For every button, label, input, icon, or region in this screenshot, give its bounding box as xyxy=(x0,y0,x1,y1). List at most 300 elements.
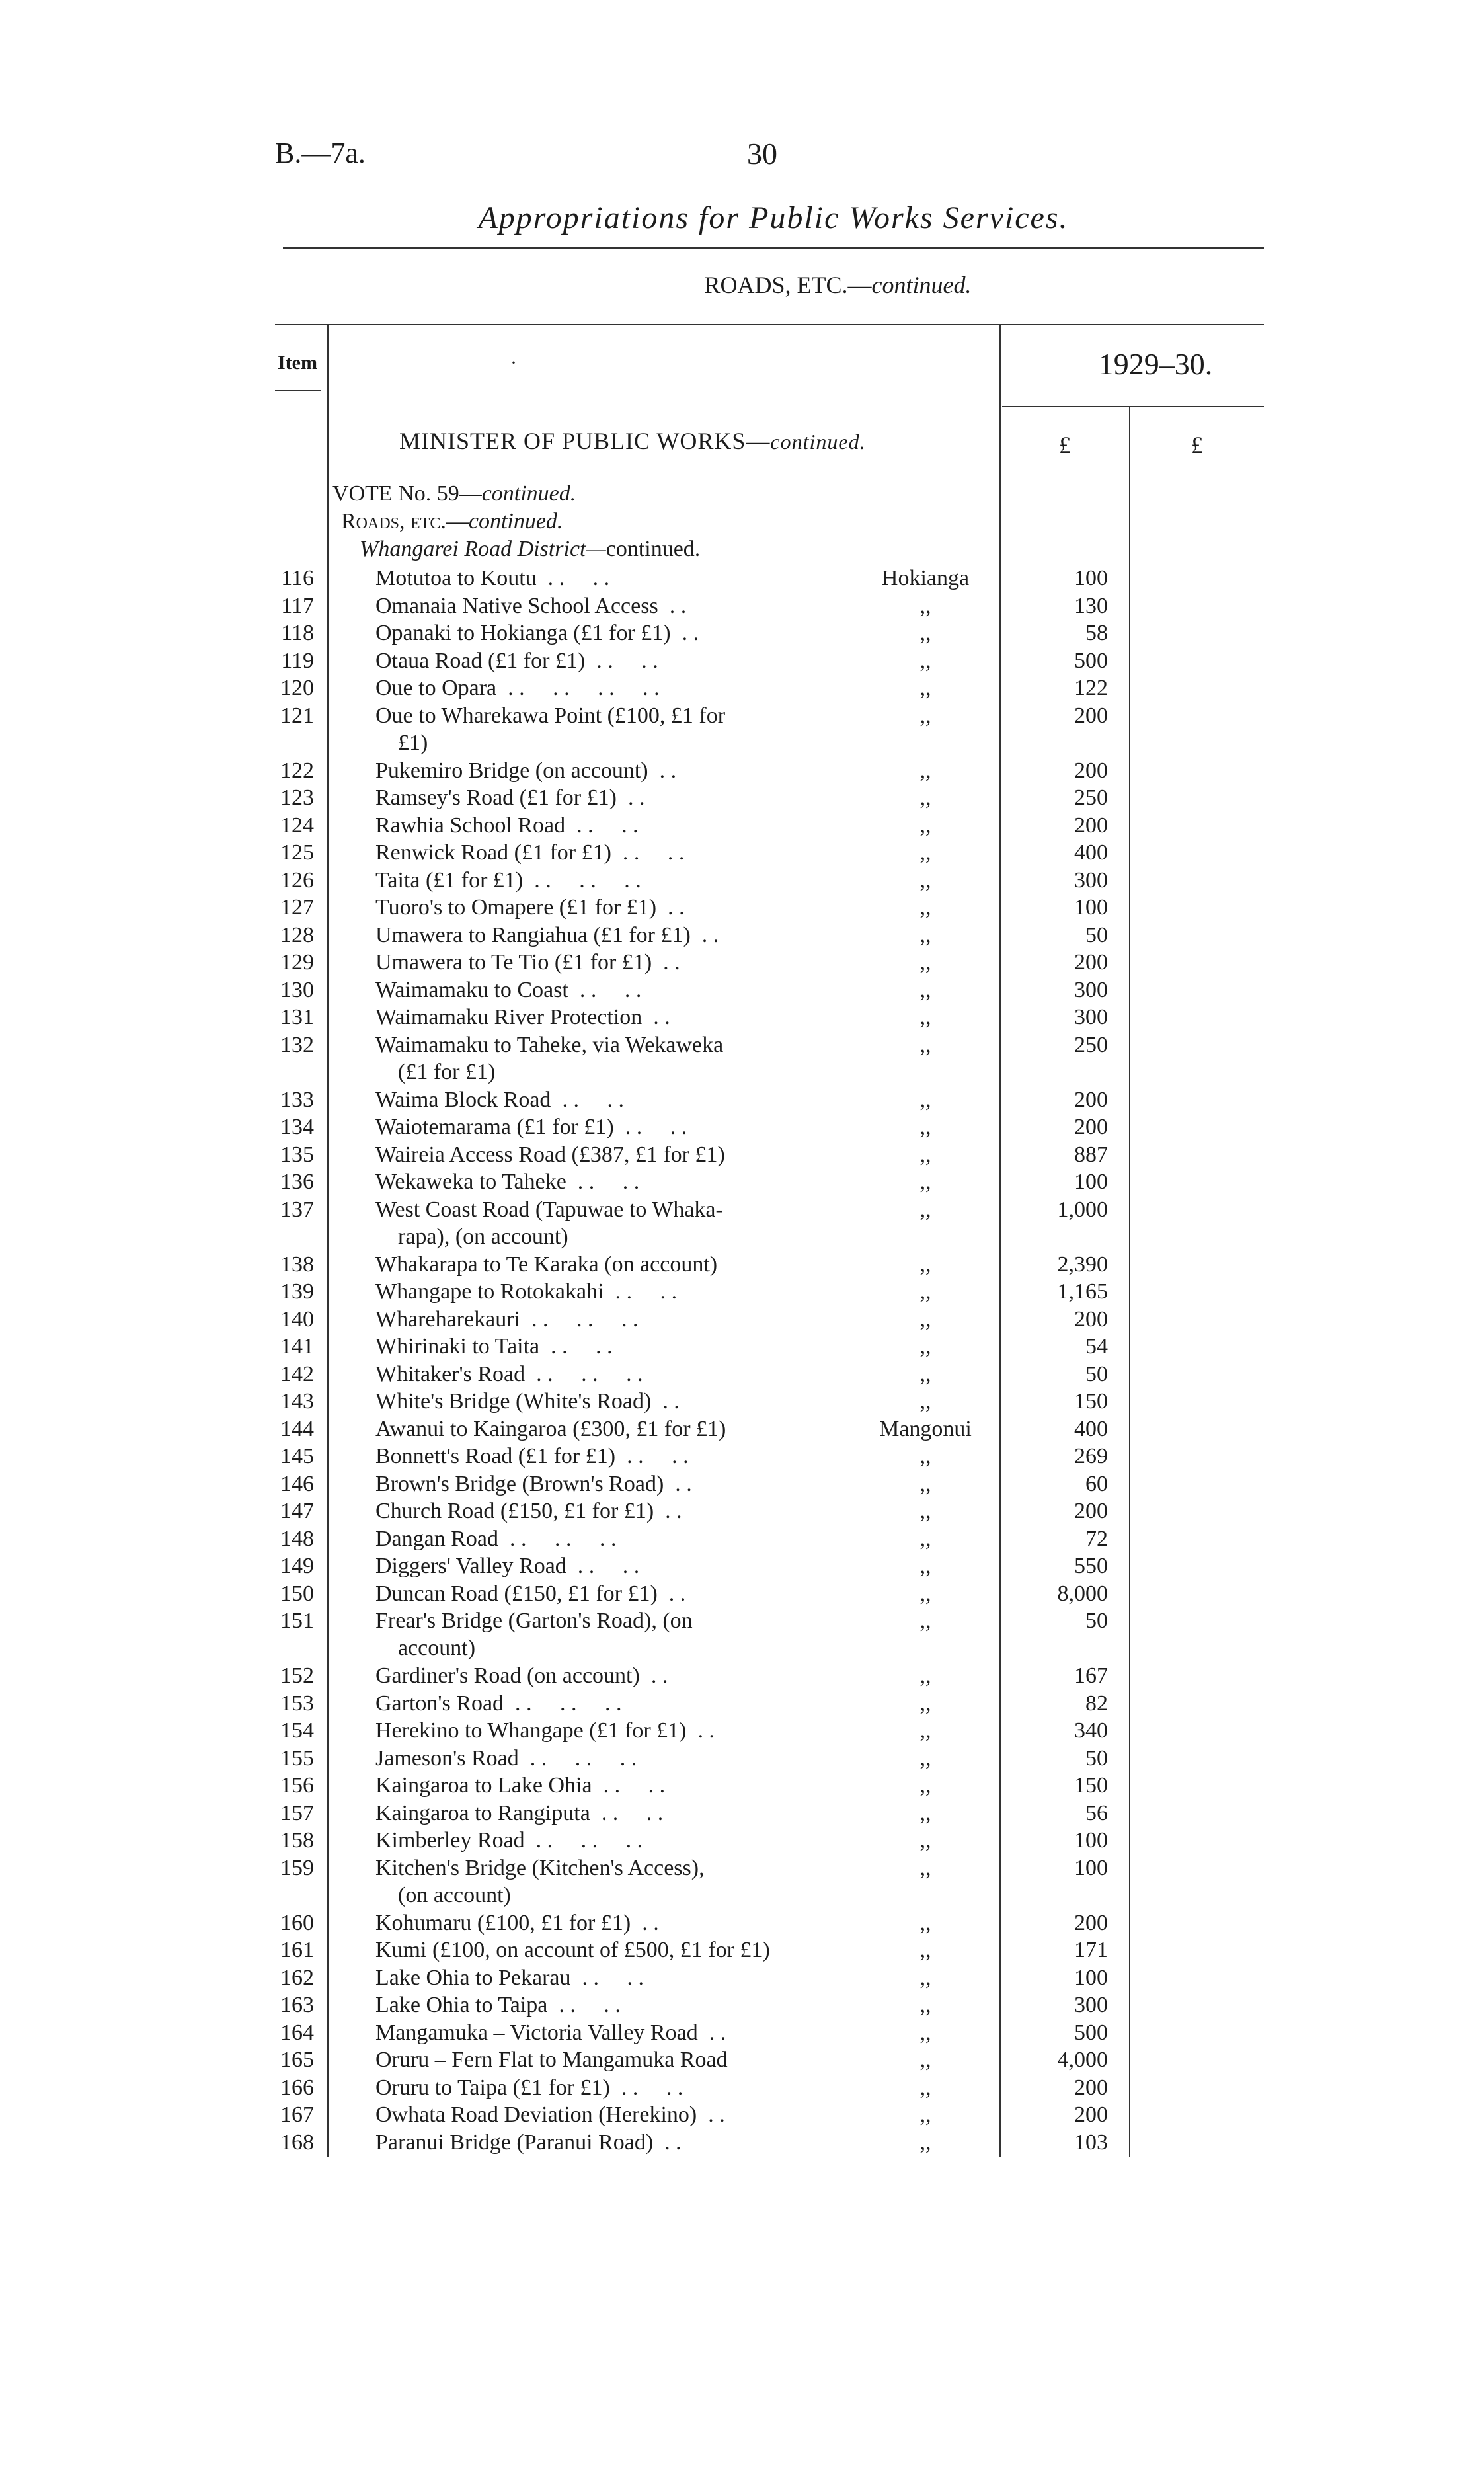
section-heading-text: ROADS, ETC.— xyxy=(704,272,872,298)
road-district: ,, xyxy=(919,1115,931,1139)
item-description xyxy=(375,1278,838,1305)
item-number: 126 xyxy=(280,867,314,893)
dot-leader: . . xyxy=(697,2102,725,2127)
table-row xyxy=(0,1717,1484,1745)
item-description xyxy=(375,1498,838,1525)
road-district: ,, xyxy=(919,1444,931,1468)
item-number: 138 xyxy=(280,1252,314,1277)
table-row xyxy=(0,1937,1484,1964)
road-district: ,, xyxy=(919,895,931,920)
item-description-text: Oue to Wharekawa Point (£100, £1 for xyxy=(375,703,726,728)
item-description-text: Whangape to Rotokakahi xyxy=(375,1279,604,1304)
amount: 82 xyxy=(1085,1691,1108,1716)
item-description-text: Frear's Bridge (Garton's Road), (on xyxy=(375,1609,693,1633)
road-district: ,, xyxy=(919,1800,931,1825)
dot-leader: . . . . xyxy=(570,1965,644,1990)
amount: 8,000 xyxy=(1057,1581,1108,1606)
item-description-text: Bonnett's Road (£1 for £1) xyxy=(375,1444,616,1468)
item-description-text: Kaingaroa to Lake Ohia xyxy=(375,1773,592,1798)
amount: 887 xyxy=(1074,1142,1108,1167)
item-number: 168 xyxy=(280,2130,314,2155)
item-description xyxy=(375,1251,838,1278)
item-description-continued: (£1 for £1) xyxy=(398,1059,496,1084)
amount: 550 xyxy=(1074,1554,1108,1578)
district-label-cont: continued. xyxy=(605,537,701,561)
road-district: ,, xyxy=(919,621,931,645)
roads-label xyxy=(341,509,563,534)
road-district: ,, xyxy=(919,1170,931,1194)
amount: 100 xyxy=(1074,895,1108,920)
item-number: 131 xyxy=(280,1005,314,1029)
item-description-text: Paranui Bridge (Paranui Road) xyxy=(375,2130,654,2155)
amount: 500 xyxy=(1074,2020,1108,2045)
dot-leader: . . . . xyxy=(590,1800,664,1825)
item-number: 136 xyxy=(280,1170,314,1194)
road-district: ,, xyxy=(919,1471,931,1496)
item-number: 142 xyxy=(280,1361,314,1386)
item-description-text: Lake Ohia to Pekarau xyxy=(375,1965,571,1990)
item-description xyxy=(375,1991,838,2018)
item-description-text: Kohumaru (£100, £1 for £1) xyxy=(375,1910,631,1935)
item-description xyxy=(375,1772,838,1799)
item-description-text: Waireia Access Road (£387, £1 for £1) xyxy=(375,1142,725,1167)
section-heading xyxy=(0,271,1484,299)
table-row xyxy=(0,1361,1484,1388)
road-district: ,, xyxy=(919,950,931,975)
item-number: 137 xyxy=(280,1197,314,1222)
item-description-text: Owhata Road Deviation (Herekino) xyxy=(375,2102,697,2127)
item-description-text: Pukemiro Bridge (on account) xyxy=(375,758,648,783)
page-number: 30 xyxy=(747,137,777,171)
road-district: ,, xyxy=(919,1197,931,1222)
road-district: ,, xyxy=(919,813,931,838)
amount: 50 xyxy=(1085,1745,1108,1771)
item-description-text: Tuoro's to Omapere (£1 for £1) xyxy=(375,895,657,920)
item-description-continued: (on account) xyxy=(398,1882,511,1907)
minister-heading-text: MINISTER OF PUBLIC WORKS— xyxy=(399,428,771,454)
item-description-continued: £1) xyxy=(398,730,428,755)
dot-leader: . . . . xyxy=(565,813,639,838)
amount: 130 xyxy=(1074,593,1108,618)
table-row xyxy=(0,565,1484,592)
item-description-text: Ramsey's Road (£1 for £1) xyxy=(375,785,617,810)
amount: 200 xyxy=(1074,1499,1108,1523)
amount: 2,390 xyxy=(1057,1252,1108,1277)
table-row xyxy=(0,1086,1484,1114)
amount: 56 xyxy=(1085,1800,1108,1825)
table-row xyxy=(0,1772,1484,1800)
road-district: ,, xyxy=(919,1306,931,1332)
item-description xyxy=(375,1306,838,1333)
road-district: ,, xyxy=(919,1361,931,1386)
amount: 200 xyxy=(1074,813,1108,838)
amount: 200 xyxy=(1074,1115,1108,1139)
dot-leader: . . . . . . xyxy=(520,1306,639,1332)
table-row xyxy=(0,1498,1484,1525)
dot-leader: . . . . xyxy=(566,1170,640,1194)
item-description xyxy=(375,1552,838,1579)
item-description xyxy=(375,1662,838,1689)
item-description-text: Kaingaroa to Rangiputa xyxy=(375,1800,590,1825)
dot-leader: . . xyxy=(616,785,645,810)
amount: 171 xyxy=(1074,1938,1108,1962)
table-row xyxy=(0,757,1484,785)
road-district: ,, xyxy=(919,1938,931,1962)
item-description xyxy=(375,839,838,866)
amount: 300 xyxy=(1074,1005,1108,1029)
table-row xyxy=(0,1196,1484,1251)
item-description xyxy=(375,702,838,756)
road-district: ,, xyxy=(919,1087,931,1112)
item-number: 141 xyxy=(280,1334,314,1359)
item-description xyxy=(375,1855,838,1909)
amount: 200 xyxy=(1074,758,1108,783)
item-description-text: Diggers' Valley Road xyxy=(375,1554,566,1578)
column-header-item: Item xyxy=(278,352,317,374)
item-description xyxy=(375,565,838,592)
dot-leader: . . . . xyxy=(611,840,685,865)
road-district: ,, xyxy=(919,1609,931,1633)
road-district: ,, xyxy=(919,593,931,618)
road-district: ,, xyxy=(919,840,931,865)
page-header-code: B.—7a. xyxy=(275,137,366,169)
title-rule xyxy=(283,247,1264,249)
dot-leader: . . . . xyxy=(604,1279,678,1304)
road-district: ,, xyxy=(919,1252,931,1277)
item-description-text: Whirinaki to Taita xyxy=(375,1334,540,1359)
road-district: Mangonui xyxy=(879,1416,972,1441)
item-description xyxy=(375,922,838,949)
dot-leader: . . . . xyxy=(566,1554,640,1578)
item-description xyxy=(375,2046,838,2073)
road-district: ,, xyxy=(919,2130,931,2155)
table-row xyxy=(0,894,1484,922)
amount: 200 xyxy=(1074,1306,1108,1332)
item-description-text: Brown's Bridge (Brown's Road) xyxy=(375,1471,664,1496)
dot-leader: . . xyxy=(664,1471,692,1496)
table-row xyxy=(0,1525,1484,1553)
item-number: 127 xyxy=(280,895,314,920)
road-district: ,, xyxy=(919,1965,931,1990)
item-description xyxy=(375,977,838,1004)
amount: 4,000 xyxy=(1057,2048,1108,2072)
item-description-text: Whitaker's Road xyxy=(375,1361,526,1386)
item-description-text: White's Bridge (White's Road) xyxy=(375,1389,652,1414)
road-district: ,, xyxy=(919,867,931,893)
item-description-text: West Coast Road (Tapuwae to Whaka- xyxy=(375,1197,723,1222)
item-number: 150 xyxy=(280,1581,314,1606)
item-description xyxy=(375,1333,838,1360)
table-row xyxy=(0,1745,1484,1773)
amount: 200 xyxy=(1074,2075,1108,2100)
item-description xyxy=(375,2019,838,2046)
item-number: 128 xyxy=(280,922,314,947)
table-row xyxy=(0,1662,1484,1690)
item-description-text: Garton's Road xyxy=(375,1691,504,1716)
item-description xyxy=(375,812,838,839)
item-description-text: Jameson's Road xyxy=(375,1745,519,1771)
amount: 103 xyxy=(1074,2130,1108,2155)
item-description xyxy=(375,1086,838,1113)
table-row xyxy=(0,1607,1484,1662)
road-district: ,, xyxy=(919,1828,931,1853)
item-description-text: Waimamaku to Coast xyxy=(375,977,568,1002)
dot-leader: . . xyxy=(653,2130,682,2155)
road-district: ,, xyxy=(919,648,931,673)
item-number: 121 xyxy=(280,703,314,728)
table-row xyxy=(0,949,1484,977)
amount: 300 xyxy=(1074,867,1108,893)
amount: 100 xyxy=(1074,566,1108,590)
road-district: ,, xyxy=(919,1773,931,1798)
item-number: 163 xyxy=(280,1993,314,2017)
item-number: 132 xyxy=(280,1032,314,1057)
item-description-text: Dangan Road xyxy=(375,1526,499,1551)
item-description-text: Motutoa to Koutu xyxy=(375,566,537,590)
item-description-text: Waiotemarama (£1 for £1) xyxy=(375,1115,614,1139)
table-row xyxy=(0,1855,1484,1909)
item-number: 122 xyxy=(280,758,314,783)
dot-leader: . . . . . . . . xyxy=(496,676,660,700)
item-description-text: Whareharekauri xyxy=(375,1306,520,1332)
item-description xyxy=(375,1827,838,1854)
item-description-text: Waimamaku to Taheke, via Wekaweka xyxy=(375,1032,724,1057)
amount: 1,000 xyxy=(1057,1197,1108,1222)
item-description xyxy=(375,784,838,811)
amount: 100 xyxy=(1074,1965,1108,1990)
item-number: 117 xyxy=(281,593,314,618)
table-row xyxy=(0,1443,1484,1470)
section-heading-cont: continued. xyxy=(871,272,972,298)
item-description-text: Taita (£1 for £1) xyxy=(375,867,524,893)
amount: 1,165 xyxy=(1057,1279,1108,1304)
road-district: ,, xyxy=(919,2102,931,2127)
item-number: 148 xyxy=(280,1526,314,1551)
road-district: ,, xyxy=(919,922,931,947)
road-district: ,, xyxy=(919,2048,931,2072)
item-number: 146 xyxy=(280,1471,314,1496)
table-row xyxy=(0,977,1484,1004)
amount: 100 xyxy=(1074,1170,1108,1194)
table-row xyxy=(0,1306,1484,1334)
item-description-text: Lake Ohia to Taipa xyxy=(375,1993,548,2017)
amount: 200 xyxy=(1074,950,1108,975)
item-description xyxy=(375,1580,838,1607)
item-description xyxy=(375,647,838,674)
road-district: ,, xyxy=(919,1032,931,1057)
table-row xyxy=(0,812,1484,840)
dot-leader: . . . . xyxy=(536,566,610,590)
amount: 500 xyxy=(1074,648,1108,673)
road-district: ,, xyxy=(919,2020,931,2045)
item-number: 123 xyxy=(280,785,314,810)
item-description xyxy=(375,1964,838,1991)
dot-leader: . . . . xyxy=(547,1993,621,2017)
dot-leader: . . xyxy=(639,1663,668,1688)
dot-leader: . . . . . . xyxy=(504,1691,622,1716)
item-number: 118 xyxy=(281,621,314,645)
dot-leader: . . xyxy=(656,895,685,920)
table-row xyxy=(0,922,1484,949)
item-description-text: Wekaweka to Taheke xyxy=(375,1170,566,1194)
table-row xyxy=(0,1909,1484,1937)
item-description xyxy=(375,867,838,894)
road-district: ,, xyxy=(919,1910,931,1935)
item-number: 151 xyxy=(280,1609,314,1633)
table-row xyxy=(0,674,1484,702)
column-header-year: 1929–30. xyxy=(1098,347,1213,381)
item-description-text: Waimamaku River Protection xyxy=(375,1005,643,1029)
item-description xyxy=(375,2129,838,2156)
item-description-text: Mangamuka – Victoria Valley Road xyxy=(375,2020,698,2045)
item-number: 147 xyxy=(280,1499,314,1523)
amount: 50 xyxy=(1085,1609,1108,1633)
district-label xyxy=(360,537,700,562)
table-row xyxy=(0,1031,1484,1086)
amount: 200 xyxy=(1074,1087,1108,1112)
item-description xyxy=(375,757,838,784)
vote-label-text: VOTE No. 59— xyxy=(332,481,482,506)
amount: 60 xyxy=(1085,1471,1108,1496)
item-description xyxy=(375,1113,838,1140)
road-district: ,, xyxy=(919,1993,931,2017)
item-number: 162 xyxy=(280,1965,314,1990)
amount: 200 xyxy=(1074,703,1108,728)
dot-leader: . . . . xyxy=(613,1115,687,1139)
item-number: 155 xyxy=(280,1745,314,1771)
amount: 150 xyxy=(1074,1389,1108,1414)
item-description xyxy=(375,2074,838,2101)
minister-heading xyxy=(399,427,866,455)
item-description xyxy=(375,592,838,619)
amount: 54 xyxy=(1085,1334,1108,1359)
item-number: 153 xyxy=(280,1691,314,1716)
item-number: 143 xyxy=(280,1389,314,1414)
table-row xyxy=(0,1388,1484,1416)
item-number: 130 xyxy=(280,977,314,1002)
road-district: ,, xyxy=(919,785,931,810)
amount: 250 xyxy=(1074,785,1108,810)
item-description-text: Oruru – Fern Flat to Mangamuka Road xyxy=(375,2048,728,2072)
year-header-rule xyxy=(1002,406,1264,407)
dot-leader: . . xyxy=(686,1718,715,1743)
table-row xyxy=(0,1800,1484,1827)
amount: 167 xyxy=(1074,1663,1108,1688)
dot-leader: . . xyxy=(690,922,719,947)
dot-leader: . . xyxy=(642,1005,670,1029)
item-description-text: Duncan Road (£150, £1 for £1) xyxy=(375,1581,658,1606)
item-number: 145 xyxy=(280,1444,314,1468)
item-number: 133 xyxy=(280,1087,314,1112)
item-description-text: Waima Block Road xyxy=(375,1087,551,1112)
item-number: 167 xyxy=(280,2102,314,2127)
amount: 50 xyxy=(1085,922,1108,947)
page-title: Appropriations for Public Works Services. xyxy=(478,200,1069,235)
item-description xyxy=(375,1031,838,1086)
item-description xyxy=(375,1443,838,1470)
amount: 400 xyxy=(1074,840,1108,865)
dot-leader: . . . . . . xyxy=(524,1828,643,1853)
item-description-text: Awanui to Kaingaroa (£300, £1 for £1) xyxy=(375,1416,726,1441)
dot-leader: . . . . xyxy=(615,1444,689,1468)
item-description xyxy=(375,949,838,976)
pound-sign-1: £ xyxy=(1059,432,1071,458)
table-row xyxy=(0,1278,1484,1306)
item-description-text: Kimberley Road xyxy=(375,1828,525,1853)
amount: 269 xyxy=(1074,1444,1108,1468)
item-description xyxy=(375,1745,838,1772)
item-number: 120 xyxy=(280,676,314,700)
item-description-text: Herekino to Whangape (£1 for £1) xyxy=(375,1718,687,1743)
item-description xyxy=(375,1470,838,1498)
item-description xyxy=(375,674,838,701)
dot-leader: . . xyxy=(670,621,699,645)
dot-leader: . . . . xyxy=(585,648,658,673)
item-number: 152 xyxy=(280,1663,314,1688)
amount: 150 xyxy=(1074,1773,1108,1798)
road-district: ,, xyxy=(919,1554,931,1578)
item-description-continued: account) xyxy=(398,1636,476,1660)
road-district: ,, xyxy=(919,1389,931,1414)
table-row xyxy=(0,702,1484,757)
item-description xyxy=(375,1388,838,1415)
dot-leader: . . . . xyxy=(539,1334,613,1359)
dot-leader: . . . . xyxy=(592,1773,666,1798)
item-number: 119 xyxy=(281,648,314,673)
item-description-text: Omanaia Native School Access xyxy=(375,593,658,618)
item-description xyxy=(375,1004,838,1031)
item-description-text: Kitchen's Bridge (Kitchen's Access), xyxy=(375,1855,705,1880)
item-number: 158 xyxy=(280,1828,314,1853)
amount: 300 xyxy=(1074,977,1108,1002)
table-row xyxy=(0,619,1484,647)
table-row xyxy=(0,1004,1484,1031)
amount: 400 xyxy=(1074,1416,1108,1441)
road-district: ,, xyxy=(919,1581,931,1606)
item-description-text: Oruru to Taipa (£1 for £1) xyxy=(375,2075,610,2100)
item-description xyxy=(375,1717,838,1744)
item-number: 165 xyxy=(280,2048,314,2072)
dot-leader: . . . . xyxy=(568,977,642,1002)
item-description-text: Kumi (£100, on account of £500, £1 for £1) xyxy=(375,1938,770,1962)
road-district: ,, xyxy=(919,1663,931,1688)
table-row xyxy=(0,1416,1484,1443)
item-description xyxy=(375,1909,838,1937)
item-number: 134 xyxy=(280,1115,314,1139)
item-description xyxy=(375,1525,838,1552)
item-description xyxy=(375,619,838,647)
dot-leader: . . . . . . xyxy=(523,867,641,893)
vote-label xyxy=(332,481,576,506)
item-description-text: Umawera to Rangiahua (£1 for £1) xyxy=(375,922,691,947)
road-district: ,, xyxy=(919,1334,931,1359)
item-header-rule xyxy=(275,390,321,391)
table-row xyxy=(0,1333,1484,1361)
item-number: 124 xyxy=(280,813,314,838)
item-number: 116 xyxy=(281,566,314,590)
table-row xyxy=(0,1113,1484,1141)
table-row xyxy=(0,1552,1484,1580)
table-row xyxy=(0,647,1484,675)
item-description xyxy=(375,1168,838,1195)
item-description xyxy=(375,2101,838,2128)
table-row xyxy=(0,592,1484,620)
dot-leader: . . xyxy=(631,1910,659,1935)
road-district: ,, xyxy=(919,2075,931,2100)
item-description-text: Opanaki to Hokianga (£1 for £1) xyxy=(375,621,671,645)
item-description xyxy=(375,1607,838,1661)
item-description xyxy=(375,1800,838,1827)
